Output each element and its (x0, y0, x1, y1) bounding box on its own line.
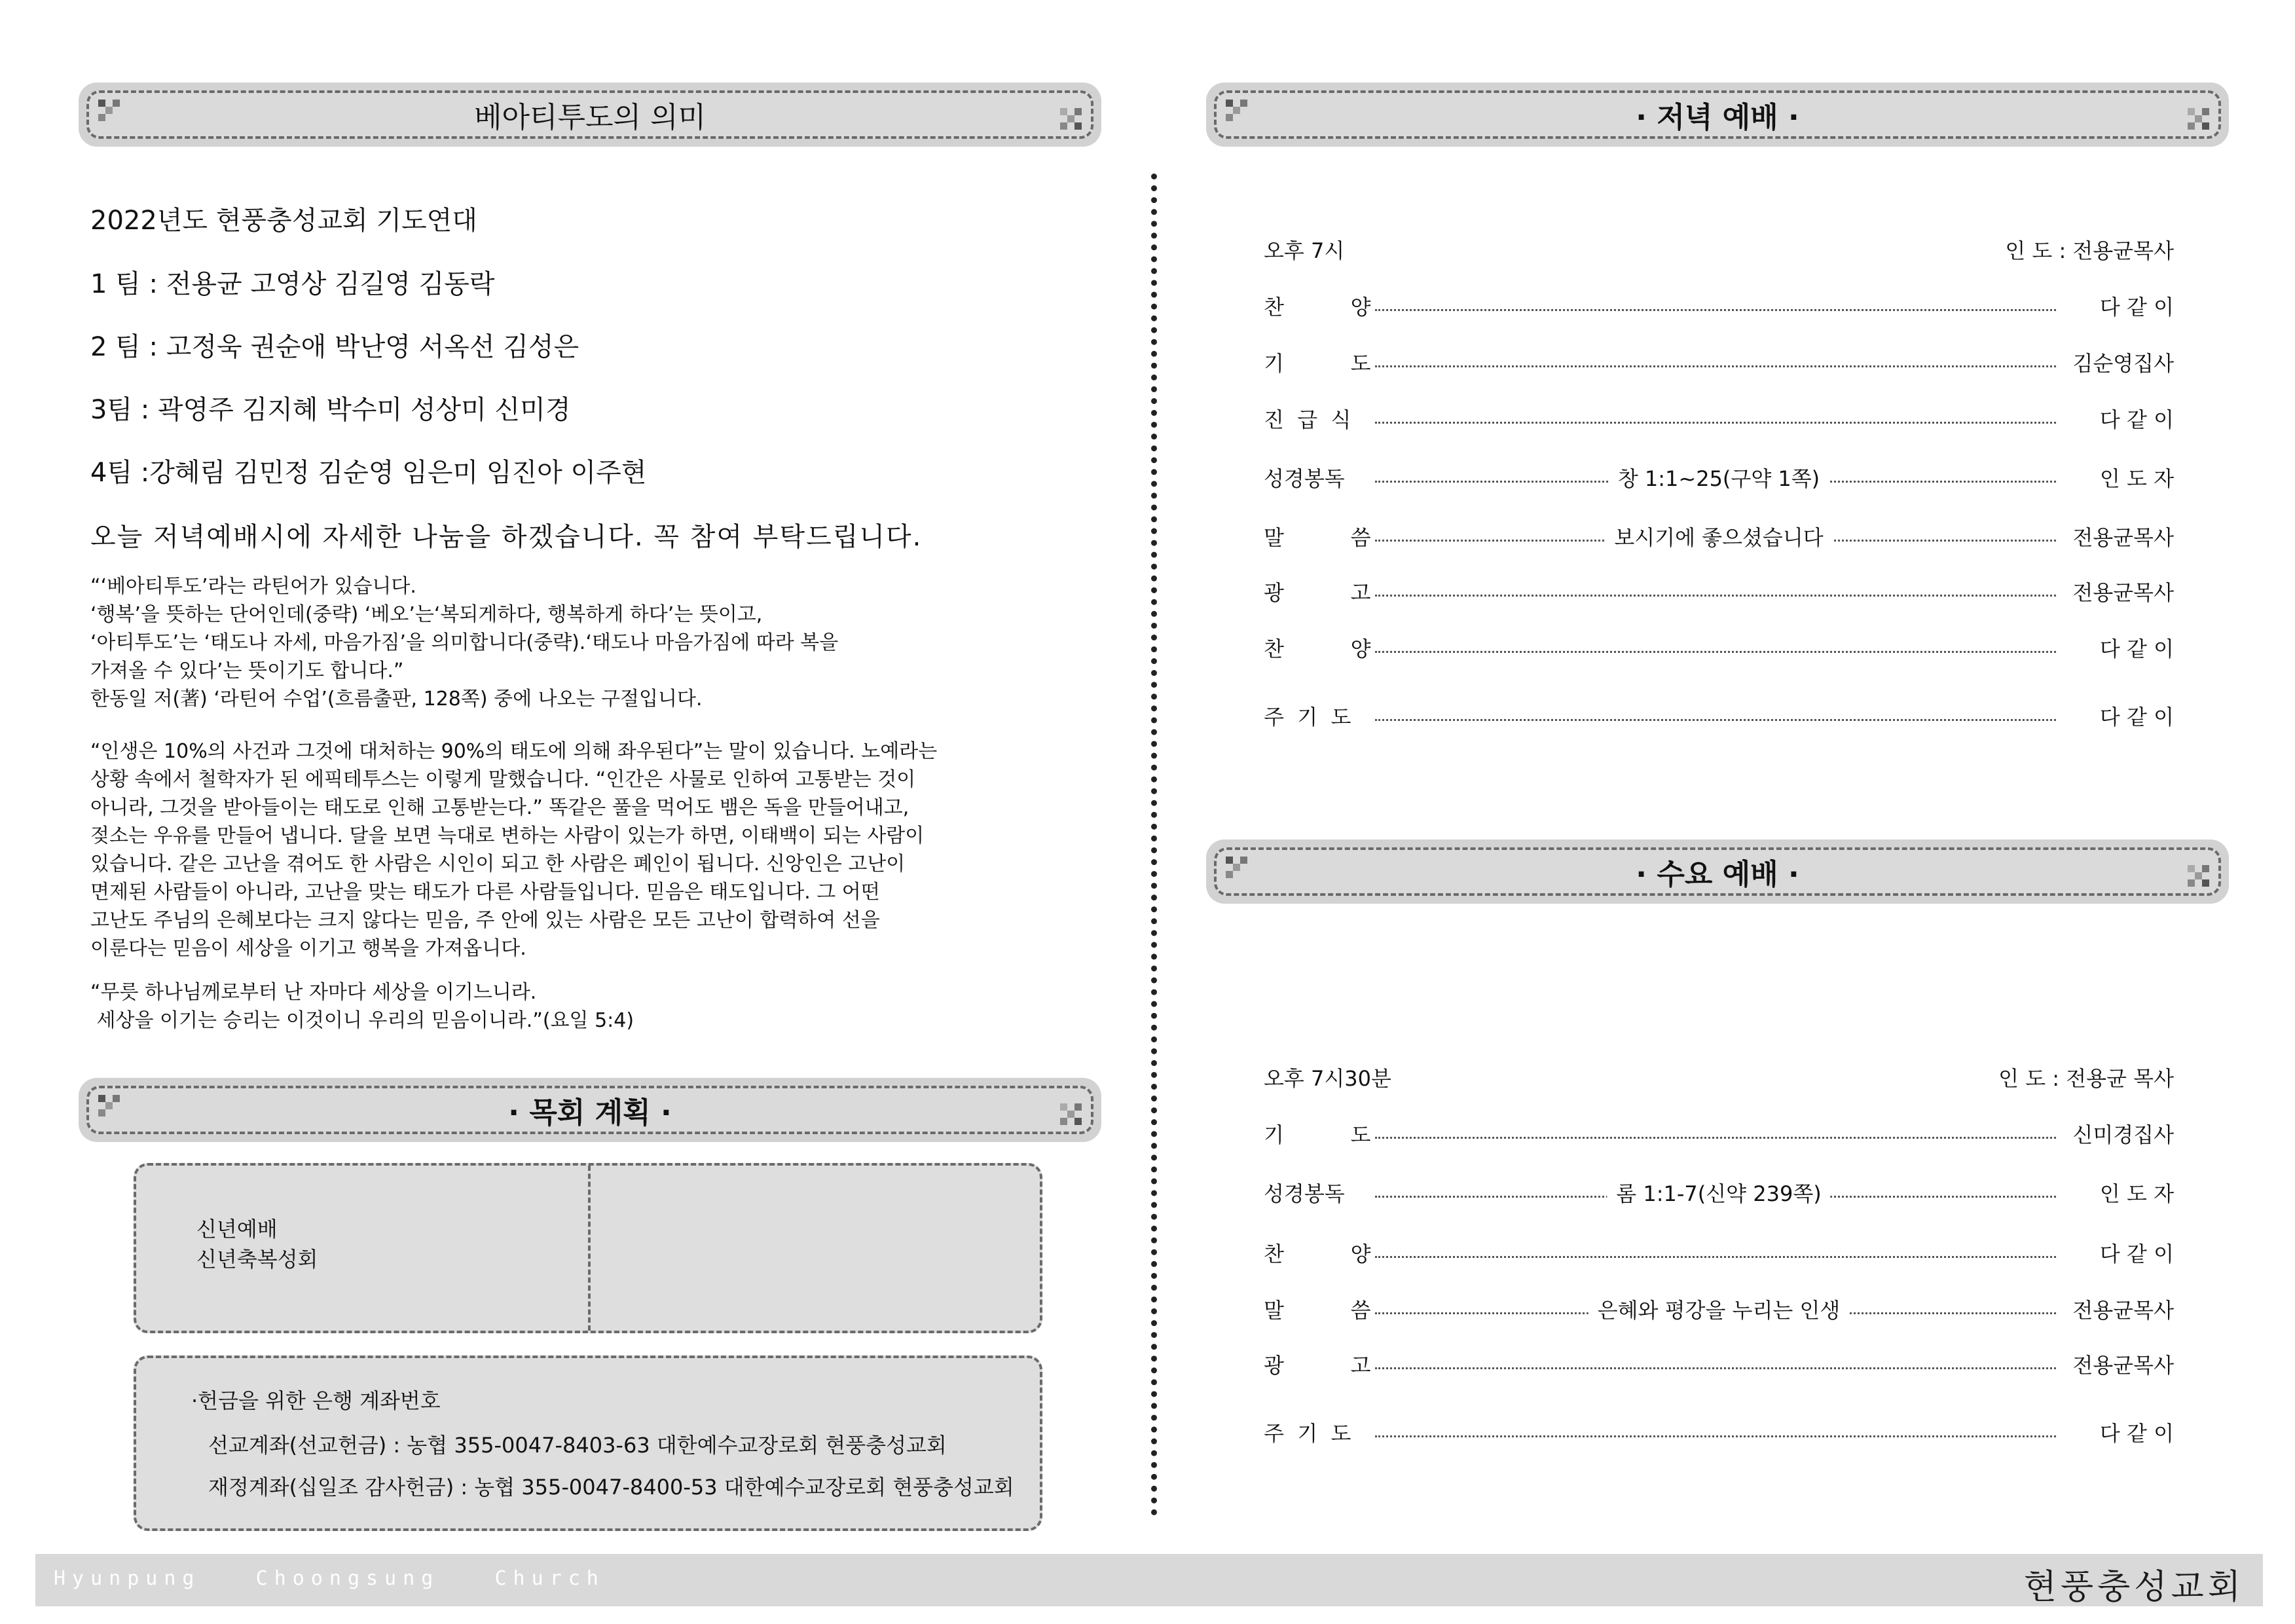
plan-item: 신년예배 (196, 1217, 278, 1242)
order-value: 김순영집사 (2072, 351, 2174, 376)
attitude-paragraph (90, 737, 937, 963)
team-1: 1 팀 : 전용균 고영상 김길영 김동락 (90, 269, 495, 299)
plan-divider (588, 1166, 591, 1331)
evening-row (1264, 462, 2174, 494)
order-label: 기 도 (1264, 1122, 1371, 1147)
para2-line: 있습니다. 같은 고난을 겪어도 한 사람은 시인이 되고 한 사람은 폐인이 됩니다. 신앙인은 고난이 (90, 853, 906, 876)
plan-header (79, 1078, 1101, 1142)
leader-dots (1375, 651, 2056, 653)
evening-header (1206, 83, 2229, 147)
order-value: 다 같 이 (2099, 637, 2174, 661)
para2-line: 이룬다는 믿음이 세상을 이기고 행복을 가져옵니다. (90, 937, 526, 960)
evening-row (1264, 701, 2174, 732)
leader-dots (1375, 1256, 2056, 1258)
order-value: 다 같 이 (2099, 705, 2174, 729)
leader-dots (1375, 1435, 2056, 1437)
para2-line: “인생은 10%의 사건과 그것에 대처하는 90%의 태도에 의해 좌우된다”는 말이 있습니다. 노예라는 (90, 740, 938, 763)
meaning-title: 베아티투도의 의미 (473, 101, 707, 134)
bank-title: ·헌금을 위한 은행 계좌번호 (191, 1388, 441, 1413)
order-label: 진 급 식 (1264, 407, 1351, 432)
evening-leader: 인 도 : 전용균목사 (2005, 238, 2174, 263)
order-label: 주 기 도 (1264, 705, 1351, 729)
order-passage: 롬 1:1-7(신약 239쪽) (1607, 1177, 1830, 1208)
evening-row (1264, 521, 2174, 553)
para2-line: 상황 속에서 철학자가 된 에픽테투스는 이렇게 말했습니다. “인간은 사물로 인하여 고통받는 것이 (90, 768, 916, 791)
plan-title: · 목회 계획 · (508, 1096, 672, 1130)
evening-row (1264, 347, 2174, 378)
scripture-paragraph (90, 978, 634, 1035)
order-value: 신미경집사 (2072, 1122, 2174, 1147)
footer-english: Hyunpung Choongsung Church (54, 1567, 605, 1590)
order-label: 찬 양 (1264, 295, 1371, 320)
order-label: 말 씀 (1264, 525, 1371, 550)
leader-dots (1375, 1137, 2056, 1139)
wednesday-leader: 인 도 : 전용균 목사 (1998, 1066, 2174, 1091)
order-passage: 보시기에 좋으셨습니다 (1605, 521, 1832, 551)
leader-dots (1375, 365, 2056, 367)
evening-row (1264, 633, 2174, 664)
wednesday-row (1264, 1118, 2174, 1150)
meaning-header-frame (86, 90, 1093, 139)
quote-paragraph (90, 572, 838, 713)
order-label: 찬 양 (1264, 1242, 1371, 1266)
plan-header-frame (86, 1086, 1093, 1134)
footer-bar (35, 1554, 2263, 1606)
leader-dots (1375, 595, 2056, 597)
para3-line: 세상을 이기는 승리는 이것이니 우리의 믿음이니라.”(요일 5:4) (90, 1009, 634, 1032)
order-passage: 창 1:1~25(구약 1쪽) (1609, 462, 1829, 492)
order-passage: 은혜와 평강을 누리는 인생 (1588, 1294, 1850, 1324)
evening-row (1264, 576, 2174, 608)
para3-line: “무릇 하나님께로부터 난 자마다 세상을 이기느니라. (90, 981, 537, 1004)
para2-line: 아니라, 그것을 받아들이는 태도로 인해 고통받는다.” 똑같은 풀을 먹어도 뱀은 독을 만들어내고, (90, 796, 909, 819)
para1-line: 가져올 수 있다’는 뜻이기도 합니다.” (90, 659, 404, 682)
team-4: 4팀 :강혜림 김민정 김순영 임은미 임진아 이주현 (90, 458, 647, 488)
prayer-title: 2022년도 현풍충성교회 기도연대 (90, 206, 477, 236)
wednesday-row (1264, 1238, 2174, 1269)
wednesday-header (1206, 840, 2229, 904)
notice-line: 오늘 저녁예배시에 자세한 나눔을 하겠습니다. 꼭 참여 부탁드립니다. (90, 522, 923, 552)
leader-dots (1375, 422, 2056, 424)
wednesday-row (1264, 1294, 2174, 1325)
plan-box (134, 1163, 1042, 1333)
para1-line: ‘행복’을 뜻하는 단어인데(중략) ‘베오’는‘복되게하다, 행복하게 하다’는 뜻이고, (90, 603, 763, 626)
order-value: 다 같 이 (2099, 1242, 2174, 1266)
order-value: 인 도 자 (2099, 466, 2174, 491)
order-value: 전용균목사 (2072, 1353, 2174, 1378)
plan-item: 신년축복성회 (196, 1247, 318, 1272)
wednesday-row (1264, 1417, 2174, 1449)
order-value: 다 같 이 (2099, 295, 2174, 320)
order-label: 말 씀 (1264, 1298, 1371, 1323)
order-value: 인 도 자 (2099, 1181, 2174, 1206)
order-label: 기 도 (1264, 351, 1371, 376)
footer-korean: 현풍충성교회 (2023, 1568, 2245, 1607)
order-value: 다 같 이 (2099, 1421, 2174, 1446)
leader-dots (1375, 1367, 2056, 1369)
evening-title: · 저녁 예배 · (1636, 101, 1799, 134)
bank-line: 재정계좌(십일조 감사헌금) : 농협 355-0047-8400-53 대한예수교장로회 현풍충성교회 (208, 1475, 1014, 1500)
team-2: 2 팀 : 고정욱 권순애 박난영 서옥선 김성은 (90, 332, 579, 362)
leader-dots (1375, 719, 2056, 721)
order-value: 전용균목사 (2072, 580, 2174, 605)
order-label: 주 기 도 (1264, 1421, 1351, 1446)
evening-row (1264, 291, 2174, 322)
wednesday-time: 오후 7시30분 (1264, 1066, 1391, 1091)
order-value: 전용균목사 (2072, 525, 2174, 550)
order-label: 광 고 (1264, 580, 1371, 605)
order-label: 성경봉독 (1264, 466, 1345, 491)
team-3: 3팀 : 곽영주 김지혜 박수미 성상미 신미경 (90, 395, 571, 425)
meaning-header (79, 83, 1101, 147)
column-divider (1151, 174, 1157, 1516)
evening-time: 오후 7시 (1264, 238, 1345, 263)
evening-header-frame (1214, 90, 2221, 139)
wednesday-row (1264, 1177, 2174, 1209)
order-value: 다 같 이 (2099, 407, 2174, 432)
bank-box (134, 1356, 1042, 1531)
para2-line: 면제된 사람들이 아니라, 고난을 맞는 태도가 다른 사람들입니다. 믿음은 태도입니다. 그 어떤 (90, 881, 880, 904)
wednesday-row (1264, 1349, 2174, 1380)
para2-line: 젖소는 우유를 만들어 냅니다. 달을 보면 늑대로 변하는 사람이 있는가 하면, 이태백이 되는 사람이 (90, 824, 925, 847)
order-label: 성경봉독 (1264, 1181, 1345, 1206)
para1-line: ‘아티투도’는 ‘태도나 자세, 마음가짐’을 의미합니다(중략).‘태도나 마음가짐에 따라 복을 (90, 631, 839, 654)
order-label: 찬 양 (1264, 637, 1371, 661)
leader-dots (1375, 309, 2056, 311)
order-value: 전용균목사 (2072, 1298, 2174, 1323)
para2-line: 고난도 주님의 은혜보다는 크지 않다는 믿음, 주 안에 있는 사람은 모든 고난이 합력하여 선을 (90, 909, 880, 932)
para1-line: 한동일 저(著) ‘라틴어 수업’(흐름출판, 128쪽) 중에 나오는 구절입니다. (90, 688, 703, 710)
wednesday-header-frame (1214, 847, 2221, 896)
wednesday-title: · 수요 예배 · (1636, 858, 1799, 891)
bank-line: 선교계좌(선교헌금) : 농협 355-0047-8403-63 대한예수교장로회 현풍충성교회 (208, 1433, 947, 1458)
evening-row (1264, 403, 2174, 435)
para1-line: “‘베아티투도’라는 라틴어가 있습니다. (90, 575, 416, 598)
order-label: 광 고 (1264, 1353, 1371, 1378)
